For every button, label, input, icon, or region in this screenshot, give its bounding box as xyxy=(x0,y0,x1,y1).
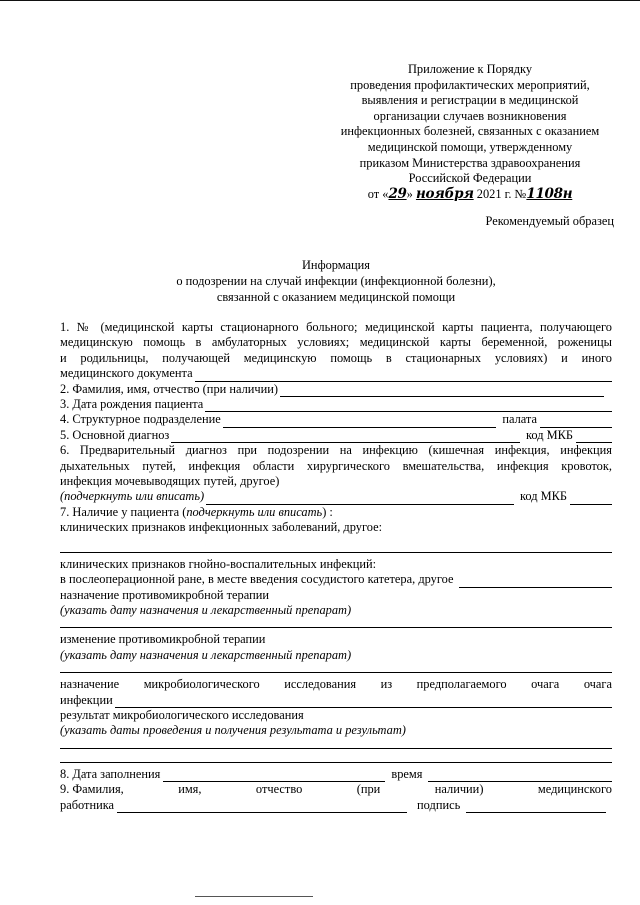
micro-result-label: результат микробиологического исследования xyxy=(60,707,304,722)
item3-label: 3. Дата рождения пациента xyxy=(60,397,204,412)
birth-date-field[interactable] xyxy=(205,400,612,412)
item1-line: медицинскую помощь в амбулаторных условиях; медицинской карты беременной, роженицы xyxy=(60,335,612,350)
item2-row xyxy=(60,382,612,397)
patient-name-field[interactable] xyxy=(280,385,604,397)
antimicrobial-change-field[interactable] xyxy=(60,672,612,673)
item4-label: 4. Структурное подразделение xyxy=(60,412,221,427)
micro-word: микробиологического xyxy=(143,677,260,692)
item7-suffix: ) : xyxy=(322,504,333,519)
item9-line xyxy=(60,782,612,797)
header-line: проведения профилактических мероприятий, xyxy=(350,77,590,92)
fill-date-field[interactable] xyxy=(163,770,385,782)
item1-line: и родильницы, получающей медицинскую помощь в стационарных условиях) и иного xyxy=(60,350,612,365)
item5-label: 5. Основной диагноз xyxy=(60,427,170,442)
title-line: о подозрении на случай инфекции (инфекционной болезни), xyxy=(176,274,496,288)
title-line: Информация xyxy=(301,258,371,272)
micro-word: предполагаемого xyxy=(416,677,507,692)
report-form xyxy=(60,320,612,813)
item9-word: имя, xyxy=(178,782,202,797)
date-drug-hint: (указать дату назначения и лекарственный препарат) xyxy=(60,647,352,662)
preliminary-diagnosis-field[interactable] xyxy=(206,493,514,505)
item4-row xyxy=(60,412,612,427)
antimicrobial-assign-label: назначение противомикробной терапии xyxy=(60,587,269,602)
item9-word: (при xyxy=(356,782,381,797)
micro-result-field-1[interactable] xyxy=(60,748,612,749)
order-year: 2021 г. № xyxy=(476,186,527,201)
order-prefix: от « xyxy=(367,186,389,201)
item9-word: 9. Фамилия, xyxy=(60,782,124,797)
item3-row xyxy=(60,397,612,412)
wound-row xyxy=(60,572,612,587)
micro-result-hint: (указать даты проведения и получения результата и результат) xyxy=(60,723,406,738)
department-field[interactable] xyxy=(223,416,497,428)
worker-name-field[interactable] xyxy=(117,801,407,813)
item9-word: медицинского xyxy=(537,782,612,797)
preliminary-icd-field[interactable] xyxy=(570,493,612,505)
signature-label: подпись xyxy=(417,797,461,812)
icd-label: код МКБ xyxy=(519,489,567,504)
micro-study-row xyxy=(60,693,612,708)
item1-line: 1. № (медицинской карты стационарного больного; медицинской карты пациента, получающего xyxy=(60,320,612,334)
header-line: организации случаев возникновения xyxy=(373,108,567,123)
worker-label: работника xyxy=(60,797,115,812)
item6-line: 6. Предварительный диагноз при подозрении на инфекцию (кишечная инфекция, инфекция xyxy=(60,443,612,458)
clinical-infectious-field[interactable] xyxy=(60,552,612,553)
micro-study-line xyxy=(60,677,612,692)
item8-label: 8. Дата заполнения xyxy=(60,766,161,781)
header-line: инфекционных болезней, связанных с оказанием xyxy=(340,124,600,139)
antimicrobial-assign-field[interactable] xyxy=(60,627,612,628)
time-label: время xyxy=(391,766,423,781)
main-icd-field[interactable] xyxy=(576,431,612,443)
wound-label: в послеоперационной ране, в месте введения сосудистого катетера, другое xyxy=(60,572,454,587)
micro-word: очага xyxy=(583,677,612,692)
header-line: Российской Федерации xyxy=(408,171,532,186)
header-line: Приложение к Порядку xyxy=(407,62,533,76)
item9-word: отчество xyxy=(255,782,303,797)
antimicrobial-change-label: изменение противомикробной терапии xyxy=(60,632,266,647)
micro-word: очага xyxy=(531,677,560,692)
medical-document-field[interactable] xyxy=(195,370,612,382)
bottom-line-fragment xyxy=(195,896,313,897)
time-field[interactable] xyxy=(428,770,612,782)
header-line: выявления и регистрации в медицинской xyxy=(361,93,579,108)
wound-field[interactable] xyxy=(459,576,612,588)
item2-label: 2. Фамилия, имя, отчество (при наличии) xyxy=(60,381,279,396)
order-reference xyxy=(300,187,640,203)
item7-heading xyxy=(60,505,612,520)
underline-or-write-hint: (подчеркнуть или вписать) xyxy=(60,489,205,504)
document-title xyxy=(60,257,612,305)
page-top-edge xyxy=(0,0,640,1)
title-line: связанной с оказанием медицинской помощи xyxy=(216,290,456,304)
micro-result-field-2[interactable] xyxy=(60,762,612,763)
appendix-header xyxy=(300,62,640,202)
micro-study-label: инфекции xyxy=(60,692,113,707)
item9-row xyxy=(60,798,612,813)
item7-hint: подчеркнуть или вписать xyxy=(186,504,323,519)
order-month-handwritten: ноября xyxy=(415,185,474,202)
item1-document-row xyxy=(60,366,612,381)
item6-diagnosis-row xyxy=(60,489,612,504)
order-day-handwritten: 29 xyxy=(388,185,407,202)
item5-row xyxy=(60,428,612,443)
item6-line: дыхательных путей, инфекция области хирургического вмешательства, инфекция кровоток, xyxy=(60,458,612,473)
item1-label: медицинского документа xyxy=(60,366,193,381)
clinical-purulent-label: клинических признаков гнойно-воспалительных инфекций: xyxy=(60,556,377,571)
item7-prefix: 7. Наличие у пациента ( xyxy=(60,504,187,519)
date-drug-hint: (указать дату назначения и лекарственный препарат) xyxy=(60,602,352,617)
signature-field[interactable] xyxy=(466,801,606,813)
micro-word: исследования xyxy=(284,677,357,692)
recommended-sample-label: Рекомендуемый образец xyxy=(485,214,614,228)
ward-field[interactable] xyxy=(540,416,612,428)
main-diagnosis-field[interactable] xyxy=(171,431,520,443)
item6-line: инфекция мочевыводящих путей, другое) xyxy=(60,474,280,489)
micro-study-field[interactable] xyxy=(115,696,612,708)
clinical-infectious-label: клинических признаков инфекционных заболеваний, другое: xyxy=(60,520,383,535)
order-number-handwritten: 1108н xyxy=(526,185,573,202)
order-mid: » xyxy=(406,186,413,201)
micro-word: из xyxy=(380,677,393,692)
ward-label: палата xyxy=(502,412,537,427)
header-line: приказом Министерства здравоохранения xyxy=(359,155,581,170)
micro-word: назначение xyxy=(60,677,120,692)
icd-label: код МКБ xyxy=(525,427,573,442)
item9-word: наличии) xyxy=(434,782,484,797)
header-line: медицинской помощи, утвержденному xyxy=(367,139,573,154)
item8-row xyxy=(60,767,612,782)
